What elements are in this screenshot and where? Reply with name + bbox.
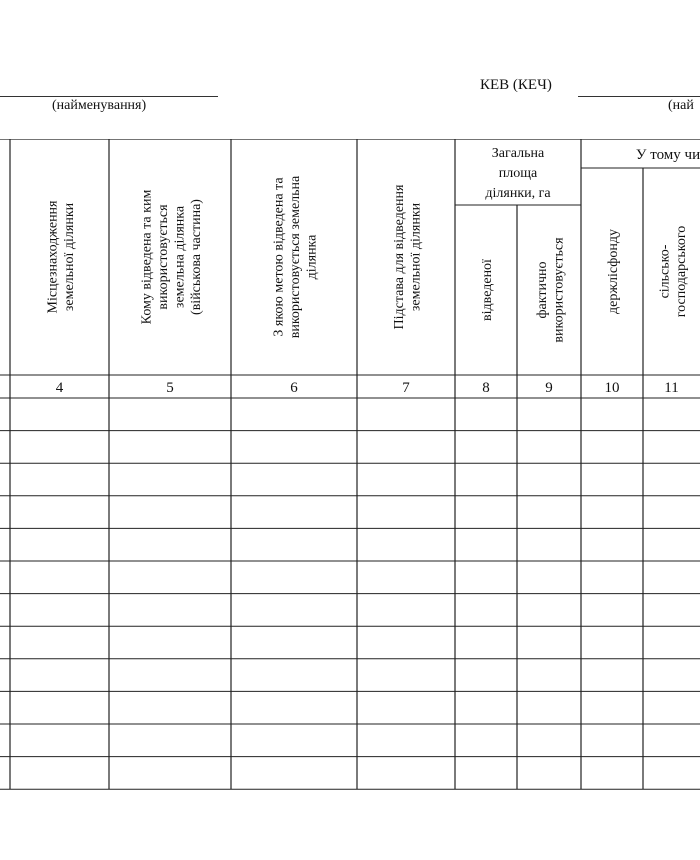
column-number-10: 10	[604, 380, 620, 396]
column-number-7: 7	[402, 380, 410, 396]
kev-label: КЕВ (КЕЧ)	[480, 77, 552, 93]
left-name-underline	[0, 96, 218, 97]
column-number-5: 5	[166, 380, 174, 396]
column-header-10: держлісфонду	[606, 229, 621, 314]
right-name-caption: (най	[668, 98, 694, 113]
left-name-caption: (найменування)	[52, 98, 147, 113]
column-header-5: (військова частина)	[188, 199, 204, 315]
total-area-group-header: площа	[498, 166, 538, 181]
column-header-4: земельної ділянки	[61, 202, 77, 312]
column-header-11: сільсько-	[657, 244, 673, 299]
column-header-6: використовується земельна	[288, 175, 303, 339]
column-number-4: 4	[55, 380, 64, 396]
total-area-group-header: ділянки, га	[485, 186, 551, 201]
column-header-4: Місцезнаходження	[45, 200, 61, 314]
column-number-8: 8	[482, 380, 490, 396]
column-header-11: господарського	[673, 225, 689, 318]
column-header-9: використовується	[551, 237, 567, 343]
including-group-header: У тому чи	[635, 147, 700, 163]
column-header-5: Кому відведена та ким	[139, 189, 155, 325]
column-header-7: земельної ділянки	[408, 202, 424, 312]
column-header-6: ділянка	[304, 234, 320, 280]
column-header-8: відведеної	[480, 259, 495, 321]
column-header-5: земельна ділянка	[172, 205, 188, 309]
land-register-table	[0, 139, 700, 790]
kev-name-underline	[578, 96, 700, 97]
column-header-6: З якою метою відведена та	[271, 177, 287, 337]
column-number-9: 9	[545, 380, 553, 396]
column-header-5: використовується	[155, 204, 171, 310]
total-area-group-header: Загальна	[491, 146, 545, 161]
column-number-11: 11	[664, 380, 679, 396]
column-header-7: Підстава для відведення	[391, 184, 407, 330]
table-grid	[0, 139, 700, 790]
column-header-9: фактично	[534, 261, 550, 319]
column-number-6: 6	[290, 380, 298, 396]
